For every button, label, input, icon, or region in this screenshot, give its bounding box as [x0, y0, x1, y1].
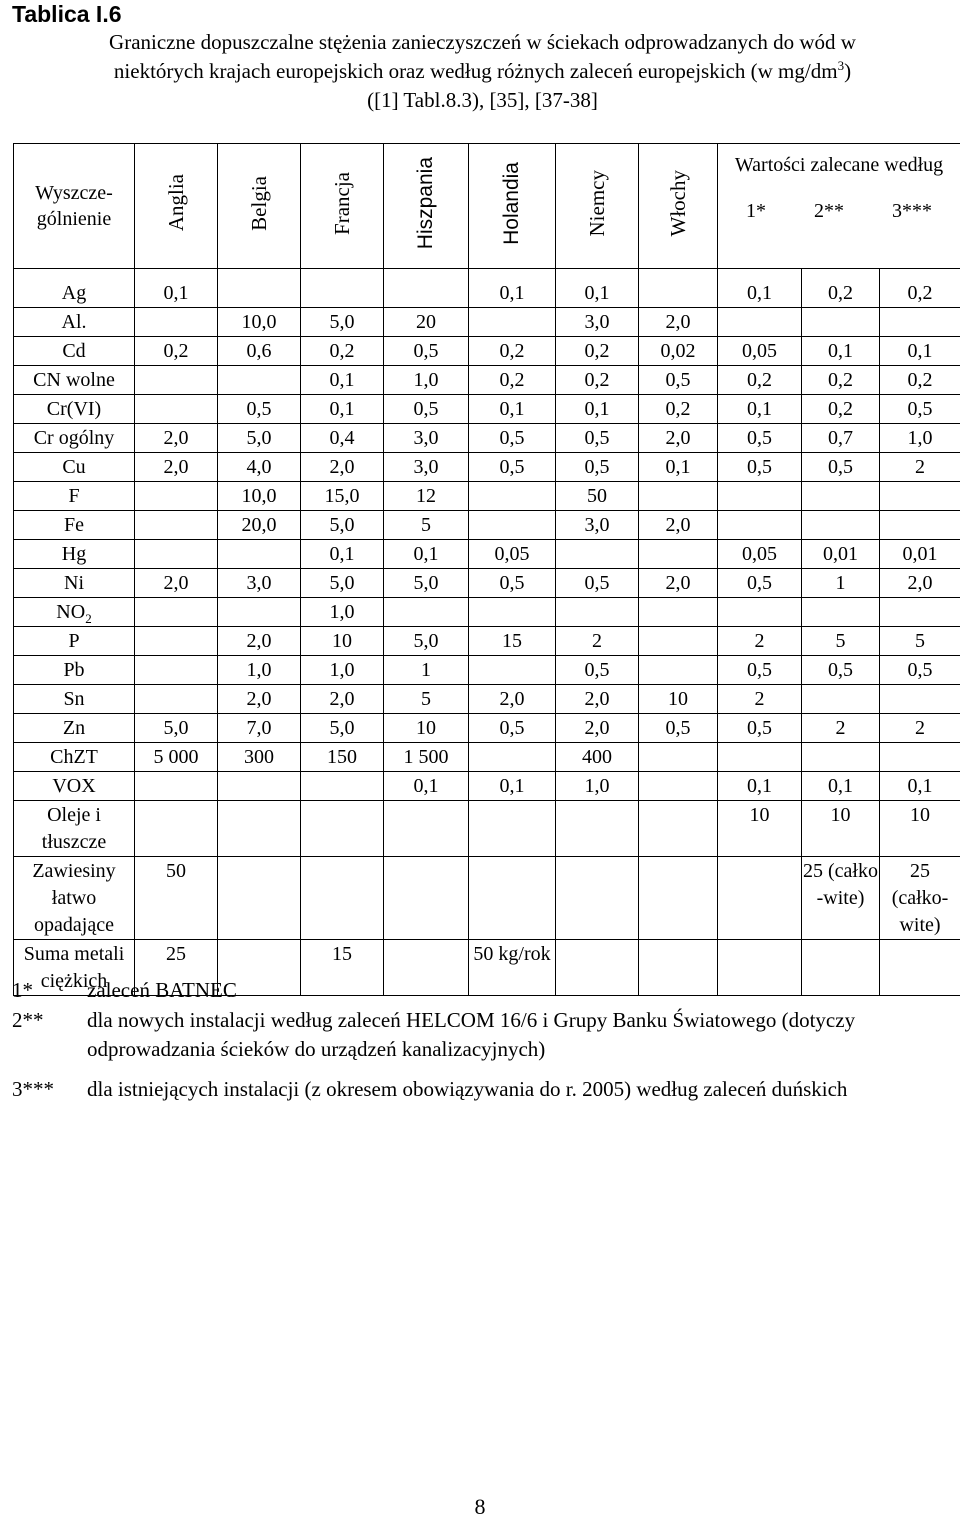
table-cell: 50 kg/rok [469, 940, 556, 996]
table-cell [469, 743, 556, 772]
table-cell [218, 269, 301, 308]
table-cell: 0,2 [556, 337, 639, 366]
table-cell: 0,5 [469, 569, 556, 598]
table-cell: 1,0 [301, 598, 384, 627]
table-row [14, 395, 960, 424]
table-cell: 0,7 [802, 424, 880, 453]
table-row [14, 482, 960, 511]
table-row [14, 269, 960, 308]
table-cell: 2,0 [301, 685, 384, 714]
table-cell: 1 [384, 656, 469, 685]
table-cell: 0,2 [556, 366, 639, 395]
table-cell: 0,05 [718, 540, 802, 569]
row-label-text: Oleje i tłuszcze [42, 804, 106, 853]
table-cell [718, 511, 802, 540]
table-cell: 20,0 [218, 511, 301, 540]
table-cell: 10 [802, 801, 880, 857]
table-cell [802, 743, 880, 772]
table-cell [469, 482, 556, 511]
header-source: 2** [814, 200, 844, 223]
row-label-text: CN wolne [33, 369, 115, 391]
table-cell: 400 [556, 743, 639, 772]
table-cell: 0,1 [718, 269, 802, 308]
row-label [14, 627, 135, 656]
table-cell [802, 685, 880, 714]
table-row [14, 656, 960, 685]
row-label-text: Cd [62, 340, 85, 362]
table-cell: 0,1 [469, 269, 556, 308]
table-cell: 0,5 [718, 714, 802, 743]
table-cell: 5,0 [301, 511, 384, 540]
table-cell: 2 [802, 714, 880, 743]
table-cell [301, 857, 384, 940]
table-cell: 1 500 [384, 743, 469, 772]
table-cell [218, 598, 301, 627]
table-cell [469, 857, 556, 940]
table-cell: 0,1 [556, 395, 639, 424]
footnote-text: dla istniejących instalacji (z okresem obowiązywania do r. 2005) według zaleceń duńskich [87, 1075, 957, 1104]
table-cell [384, 598, 469, 627]
table-cell: 0,5 [718, 656, 802, 685]
table-cell: 300 [218, 743, 301, 772]
table-cell: 0,5 [718, 569, 802, 598]
table-cell: 0,1 [880, 337, 960, 366]
table-cell: 0,5 [802, 656, 880, 685]
header-source: 1* [746, 200, 766, 223]
table-cell: 2,0 [556, 714, 639, 743]
table-header-row [14, 144, 960, 269]
table-cell: 10 [384, 714, 469, 743]
table-cell: 0,2 [880, 269, 960, 308]
table-cell [718, 308, 802, 337]
table-row [14, 714, 960, 743]
table-row [14, 424, 960, 453]
table-cell [880, 743, 960, 772]
header-country: Hiszpania [384, 144, 469, 269]
row-label [14, 714, 135, 743]
table-cell: 25 (całko-wite) [880, 857, 960, 940]
table-cell: 0,1 [301, 366, 384, 395]
table-cell [880, 685, 960, 714]
row-label [14, 598, 135, 627]
table-cell [218, 857, 301, 940]
table-cell: 1,0 [556, 772, 639, 801]
table-cell [718, 482, 802, 511]
header-country: Holandia [469, 144, 556, 269]
table-cell: 0,1 [802, 772, 880, 801]
header-recommended [718, 144, 960, 269]
table-cell [135, 685, 218, 714]
table-caption-line-1: Graniczne dopuszczalne stężenia zanieczyszczeń w ściekach odprowadzanych do wód w [30, 28, 935, 57]
row-label-subscript: 2 [85, 611, 92, 626]
table-cell: 0,1 [469, 772, 556, 801]
table-cell [469, 656, 556, 685]
table-cell: 0,5 [556, 569, 639, 598]
row-label-text: Cr ogólny [34, 427, 115, 449]
row-label-text: VOX [52, 775, 95, 797]
table-cell [301, 269, 384, 308]
row-label [14, 743, 135, 772]
table-row [14, 685, 960, 714]
footnote-text: zaleceń BATNEC [87, 976, 957, 1005]
table-cell [802, 308, 880, 337]
table-cell [880, 598, 960, 627]
table-cell: 0,5 [718, 424, 802, 453]
table-cell: 2,0 [301, 453, 384, 482]
header-country: Francja [301, 144, 384, 269]
table-cell: 5,0 [135, 714, 218, 743]
table-cell: 0,5 [718, 453, 802, 482]
table-cell: 0,6 [218, 337, 301, 366]
table-row [14, 453, 960, 482]
table-cell: 50 [135, 857, 218, 940]
table-cell: 2 [718, 685, 802, 714]
row-label [14, 395, 135, 424]
table-cell: 2,0 [639, 569, 718, 598]
table-cell: 0,5 [556, 656, 639, 685]
table-cell: 150 [301, 743, 384, 772]
table-cell: 0,05 [469, 540, 556, 569]
table-cell: 2 [556, 627, 639, 656]
table-cell: 0,1 [802, 337, 880, 366]
table-cell: 0,1 [384, 540, 469, 569]
row-label-text: Al. [62, 311, 87, 333]
table-cell: 5,0 [384, 627, 469, 656]
table-cell: 15 [301, 940, 384, 996]
caption-superscript: 3 [838, 58, 845, 73]
table-cell [135, 801, 218, 857]
footnote-key: 3*** [12, 1075, 54, 1104]
table-cell: 1,0 [218, 656, 301, 685]
row-label-text: Fe [64, 514, 84, 536]
table-caption-line-2 [30, 57, 935, 86]
table-cell [469, 801, 556, 857]
table-cell: 2,0 [639, 308, 718, 337]
row-label-text: Sn [63, 688, 84, 710]
table-cell [639, 627, 718, 656]
table-cell: 4,0 [218, 453, 301, 482]
table-cell: 0,5 [384, 337, 469, 366]
table-cell: 0,02 [639, 337, 718, 366]
table-cell [880, 482, 960, 511]
table-cell [135, 772, 218, 801]
table-cell: 0,5 [556, 424, 639, 453]
table-cell: 0,5 [469, 424, 556, 453]
table-cell [639, 772, 718, 801]
table-cell: 0,2 [639, 395, 718, 424]
table-cell: 20 [384, 308, 469, 337]
table-cell: 5 [384, 685, 469, 714]
table-cell [880, 308, 960, 337]
table-cell [384, 269, 469, 308]
table-cell: 12 [384, 482, 469, 511]
row-label [14, 269, 135, 308]
caption-closing: ) [844, 59, 851, 83]
row-label [14, 453, 135, 482]
table-cell [135, 482, 218, 511]
row-label-text: Cu [62, 456, 85, 478]
table-cell: 0,05 [718, 337, 802, 366]
table-cell: 3,0 [218, 569, 301, 598]
table-cell [556, 598, 639, 627]
table-cell: 0,5 [384, 395, 469, 424]
table-cell: 3,0 [384, 453, 469, 482]
table-row [14, 337, 960, 366]
row-label-text: Zn [63, 717, 85, 739]
header-country: Niemcy [556, 144, 639, 269]
table-cell: 1 [802, 569, 880, 598]
footnote-text: dla nowych instalacji według zaleceń HELCOM 16/6 i Grupy Banku Światowego (dotyczy odprowadzania ścieków do urządzeń kanalizacyjnych) [87, 1006, 957, 1064]
table-cell: 3,0 [384, 424, 469, 453]
table-cell [556, 857, 639, 940]
header-recommended-sources [718, 200, 960, 223]
table-cell: 0,2 [718, 366, 802, 395]
table-cell [639, 656, 718, 685]
table-cell [639, 269, 718, 308]
row-label-text: Ni [64, 572, 84, 594]
table-cell: 0,1 [556, 269, 639, 308]
header-parameter: Wyszcze-gólnienie [14, 144, 135, 269]
row-label [14, 366, 135, 395]
table-row [14, 743, 960, 772]
row-label [14, 511, 135, 540]
row-label [14, 482, 135, 511]
caption-text: niektórych krajach europejskich oraz według różnych zaleceń europejskich (w mg/dm [114, 59, 838, 83]
table-cell [218, 540, 301, 569]
table-cell [135, 540, 218, 569]
row-label [14, 801, 135, 857]
table-cell [135, 511, 218, 540]
row-label [14, 569, 135, 598]
table-row [14, 308, 960, 337]
table-row [14, 569, 960, 598]
header-country: Belgia [218, 144, 301, 269]
table-cell [718, 857, 802, 940]
table-cell [135, 308, 218, 337]
table-cell: 15,0 [301, 482, 384, 511]
table-cell: 25 [135, 940, 218, 996]
header-recommended-label: Wartości zalecane według [718, 144, 960, 178]
table-cell: 0,2 [802, 395, 880, 424]
table-cell: 10 [718, 801, 802, 857]
table-cell: 2 [880, 714, 960, 743]
table-cell [218, 772, 301, 801]
table-cell [135, 656, 218, 685]
table-cell: 1,0 [880, 424, 960, 453]
table-cell: 5,0 [301, 308, 384, 337]
table-cell: 2,0 [880, 569, 960, 598]
row-label-text: Hg [62, 543, 86, 565]
table-cell: 0,5 [880, 395, 960, 424]
table-cell: 1,0 [384, 366, 469, 395]
table-cell: 2,0 [218, 685, 301, 714]
row-label-text: Zawiesiny łatwo opadające [32, 860, 115, 936]
table-cell: 5 [384, 511, 469, 540]
table-row [14, 801, 960, 857]
table-cell: 0,1 [639, 453, 718, 482]
table-cell: 0,5 [218, 395, 301, 424]
table-cell [639, 482, 718, 511]
table-number: Tablica I.6 [12, 0, 122, 28]
table-cell: 3,0 [556, 308, 639, 337]
table-cell [802, 482, 880, 511]
table-cell: 0,01 [802, 540, 880, 569]
table-cell: 0,5 [802, 453, 880, 482]
table-cell: 1,0 [301, 656, 384, 685]
table-cell: 2 [880, 453, 960, 482]
table-row [14, 598, 960, 627]
table-cell [218, 366, 301, 395]
row-label-text: Cr(VI) [47, 398, 101, 420]
table-cell [718, 743, 802, 772]
table-cell: 10 [880, 801, 960, 857]
row-label-text: Ag [62, 282, 86, 304]
table-cell [556, 540, 639, 569]
table-cell: 0,4 [301, 424, 384, 453]
row-label [14, 424, 135, 453]
footnote-key: 1* [12, 976, 33, 1005]
table-cell: 7,0 [218, 714, 301, 743]
table-cell [639, 743, 718, 772]
table-cell: 0,5 [556, 453, 639, 482]
table-cell: 2,0 [135, 453, 218, 482]
row-label [14, 308, 135, 337]
table-row [14, 857, 960, 940]
table-cell [384, 857, 469, 940]
table-cell: 5 [880, 627, 960, 656]
row-label-text: ChZT [50, 746, 98, 768]
table-cell: 2 [718, 627, 802, 656]
table-cell: 0,2 [135, 337, 218, 366]
table-cell: 0,1 [469, 395, 556, 424]
table-cell: 5,0 [301, 569, 384, 598]
table-row [14, 511, 960, 540]
table-cell: 0,5 [639, 714, 718, 743]
table-cell: 5,0 [301, 714, 384, 743]
table-cell: 25 (całko -wite) [802, 857, 880, 940]
table-cell [639, 540, 718, 569]
row-label [14, 656, 135, 685]
table-cell: 10 [639, 685, 718, 714]
table-cell: 10,0 [218, 308, 301, 337]
table-cell [639, 857, 718, 940]
table-cell: 2,0 [556, 685, 639, 714]
table-cell: 2,0 [639, 424, 718, 453]
table-cell: 0,5 [469, 714, 556, 743]
table-cell [135, 598, 218, 627]
table-cell: 0,5 [639, 366, 718, 395]
table-cell: 0,01 [880, 540, 960, 569]
table-cell [469, 598, 556, 627]
table-cell [802, 598, 880, 627]
table-cell [218, 801, 301, 857]
table-caption-line-3: ([1] Tabl.8.3), [35], [37-38] [30, 86, 935, 115]
row-label [14, 337, 135, 366]
header-source: 3*** [892, 200, 932, 223]
table-cell: 0,5 [880, 656, 960, 685]
table-cell: 5 000 [135, 743, 218, 772]
row-label-text: NO [56, 601, 85, 623]
table-cell: 0,5 [469, 453, 556, 482]
table-cell [469, 308, 556, 337]
limits-table [13, 143, 960, 996]
table-cell: 50 [556, 482, 639, 511]
table-cell [802, 511, 880, 540]
row-label-text: Pb [63, 659, 84, 681]
table-cell: 0,2 [301, 337, 384, 366]
table-cell: 0,1 [718, 772, 802, 801]
table-cell: 0,1 [135, 269, 218, 308]
table-cell [880, 511, 960, 540]
table-cell: 5,0 [218, 424, 301, 453]
table-cell: 0,1 [301, 395, 384, 424]
table-cell [384, 801, 469, 857]
row-label [14, 685, 135, 714]
table-cell [556, 801, 639, 857]
table-row [14, 540, 960, 569]
table-cell: 10 [301, 627, 384, 656]
row-label [14, 772, 135, 801]
table-cell [718, 598, 802, 627]
table-cell [135, 627, 218, 656]
row-label [14, 857, 135, 940]
table-cell: 3,0 [556, 511, 639, 540]
row-label-text: F [68, 485, 79, 507]
table-cell: 2,0 [135, 569, 218, 598]
table-cell [301, 801, 384, 857]
header-country: Włochy [639, 144, 718, 269]
table-cell: 5,0 [384, 569, 469, 598]
table-cell: 15 [469, 627, 556, 656]
table-cell: 10,0 [218, 482, 301, 511]
table-cell: 0,1 [880, 772, 960, 801]
table-cell [135, 366, 218, 395]
table-cell [301, 772, 384, 801]
row-label-text: Suma metali ciężkich [24, 943, 125, 992]
table-row [14, 627, 960, 656]
table-cell: 0,1 [384, 772, 469, 801]
table-cell [639, 801, 718, 857]
table-cell [469, 511, 556, 540]
row-label-text: P [68, 630, 79, 652]
header-country: Anglia [135, 144, 218, 269]
table-cell [639, 598, 718, 627]
table-cell: 5 [802, 627, 880, 656]
table-cell: 0,1 [301, 540, 384, 569]
table-cell: 0,2 [802, 269, 880, 308]
table-cell: 2,0 [218, 627, 301, 656]
table-cell: 2,0 [639, 511, 718, 540]
table-cell: 2,0 [135, 424, 218, 453]
footnote-key: 2** [12, 1006, 44, 1035]
table-cell: 0,2 [880, 366, 960, 395]
table-cell: 0,1 [718, 395, 802, 424]
table-row [14, 366, 960, 395]
table-row [14, 772, 960, 801]
table-cell: 0,2 [469, 366, 556, 395]
table-cell [135, 395, 218, 424]
table-cell: 0,2 [802, 366, 880, 395]
table-cell: 0,2 [469, 337, 556, 366]
row-label [14, 540, 135, 569]
table-cell: 2,0 [469, 685, 556, 714]
page-number: 8 [0, 1494, 960, 1520]
